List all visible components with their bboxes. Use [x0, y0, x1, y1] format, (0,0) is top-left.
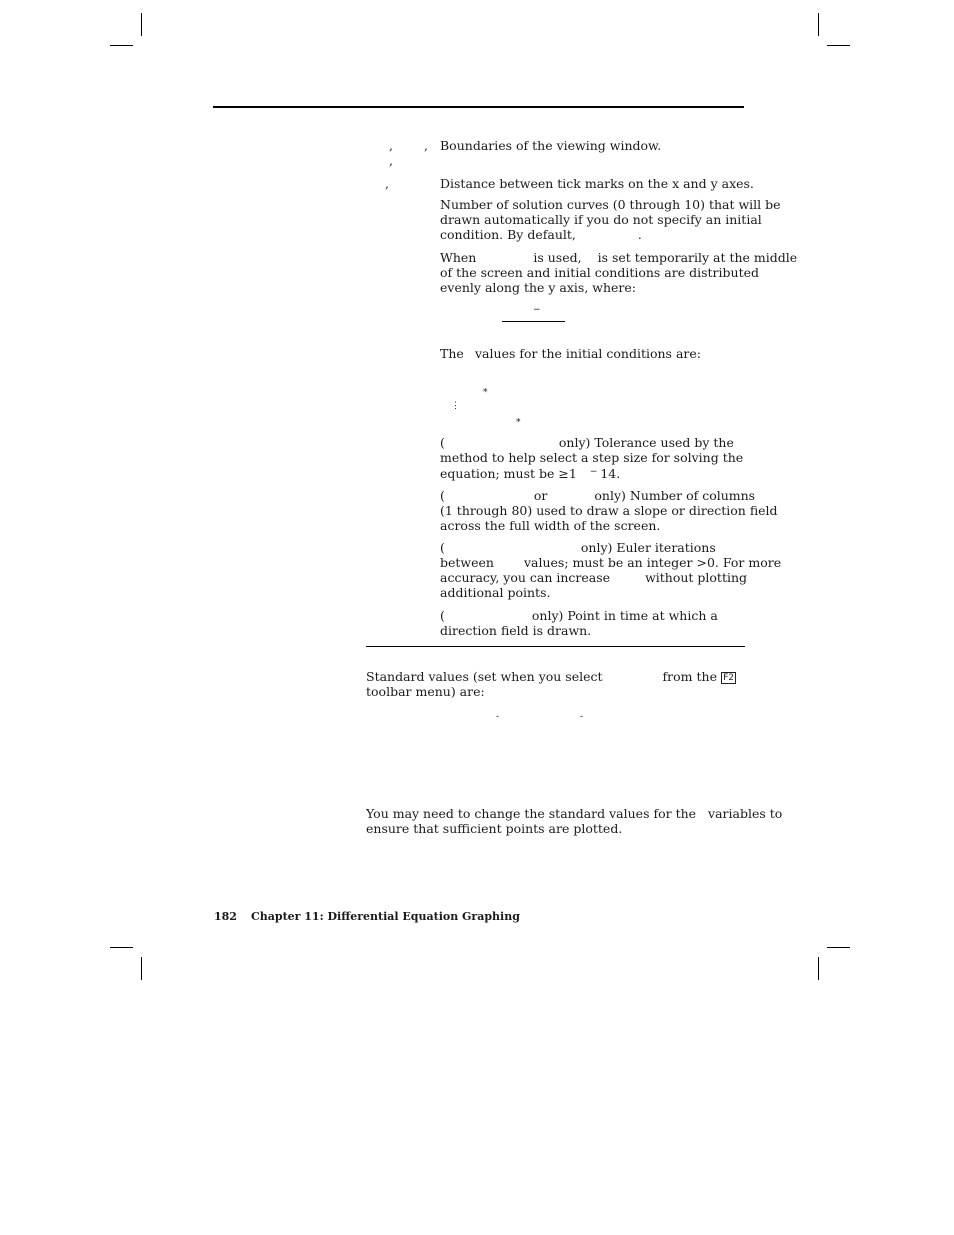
- crop-mark: [110, 947, 133, 948]
- values-intro-the: The: [440, 346, 464, 361]
- crop-mark: [827, 45, 850, 46]
- page-number: 182: [214, 910, 237, 923]
- note-text: You may need to change the standard values for the variables to ensure that sufficient points are plotted.: [366, 806, 783, 836]
- tolerance-description: ( only) Tolerance used by the method to help select a step size for solving the equation; must be ≥1 − 14.: [440, 435, 744, 481]
- direction-field-description: ( only) Point in time at which a direction field is drawn.: [440, 608, 718, 638]
- boundaries-description: Boundaries of the viewing window.: [440, 138, 662, 153]
- crop-mark: [818, 957, 819, 980]
- euler-description: ( only) Euler iterations between values; must be an integer >0. For more accuracy, you can increase without plotting additional points.: [440, 540, 782, 600]
- boundary-mark: ,: [424, 138, 428, 153]
- minus-sign: -: [580, 712, 584, 722]
- crop-mark: [818, 13, 819, 36]
- crop-mark: [827, 947, 850, 948]
- fraction-minus: −: [533, 305, 541, 315]
- asterisk: *: [516, 418, 521, 428]
- header-rule: [213, 106, 744, 108]
- crop-mark: [110, 45, 133, 46]
- tick-marks-description: Distance between tick marks on the x and y axes.: [440, 176, 754, 191]
- values-intro-text: values for the initial conditions are:: [475, 346, 701, 361]
- chapter-title: Chapter 11: Differential Equation Graphing: [251, 910, 520, 923]
- asterisk: *: [483, 388, 488, 398]
- f2-key-icon: F2: [722, 673, 734, 683]
- crop-mark: [141, 13, 142, 36]
- standard-values-text: Standard values (set when you select from the F2 toolbar menu) are:: [366, 669, 734, 699]
- solution-curves-description: Number of solution curves (0 through 10) that will be drawn automatically if you do not specify an initial condition. By default, .: [440, 197, 781, 242]
- columns-description: ( or only) Number of columns (1 through 80) used to draw a slope or direction field across the full width of the screen.: [440, 488, 778, 533]
- vertical-ellipsis: ⋮: [451, 401, 460, 411]
- boundary-mark: ,: [389, 153, 393, 168]
- crop-mark: [141, 957, 142, 980]
- boundary-mark: ,: [389, 138, 393, 153]
- tick-mark-comma: ,: [385, 176, 389, 191]
- when-used-description: When is used, is set temporarily at the middle of the screen and initial conditions are distributed evenly along the y axis, where:: [440, 250, 798, 295]
- table-bottom-rule: [366, 646, 745, 647]
- fraction-bar: [502, 321, 565, 322]
- minus-sign: -: [496, 712, 500, 722]
